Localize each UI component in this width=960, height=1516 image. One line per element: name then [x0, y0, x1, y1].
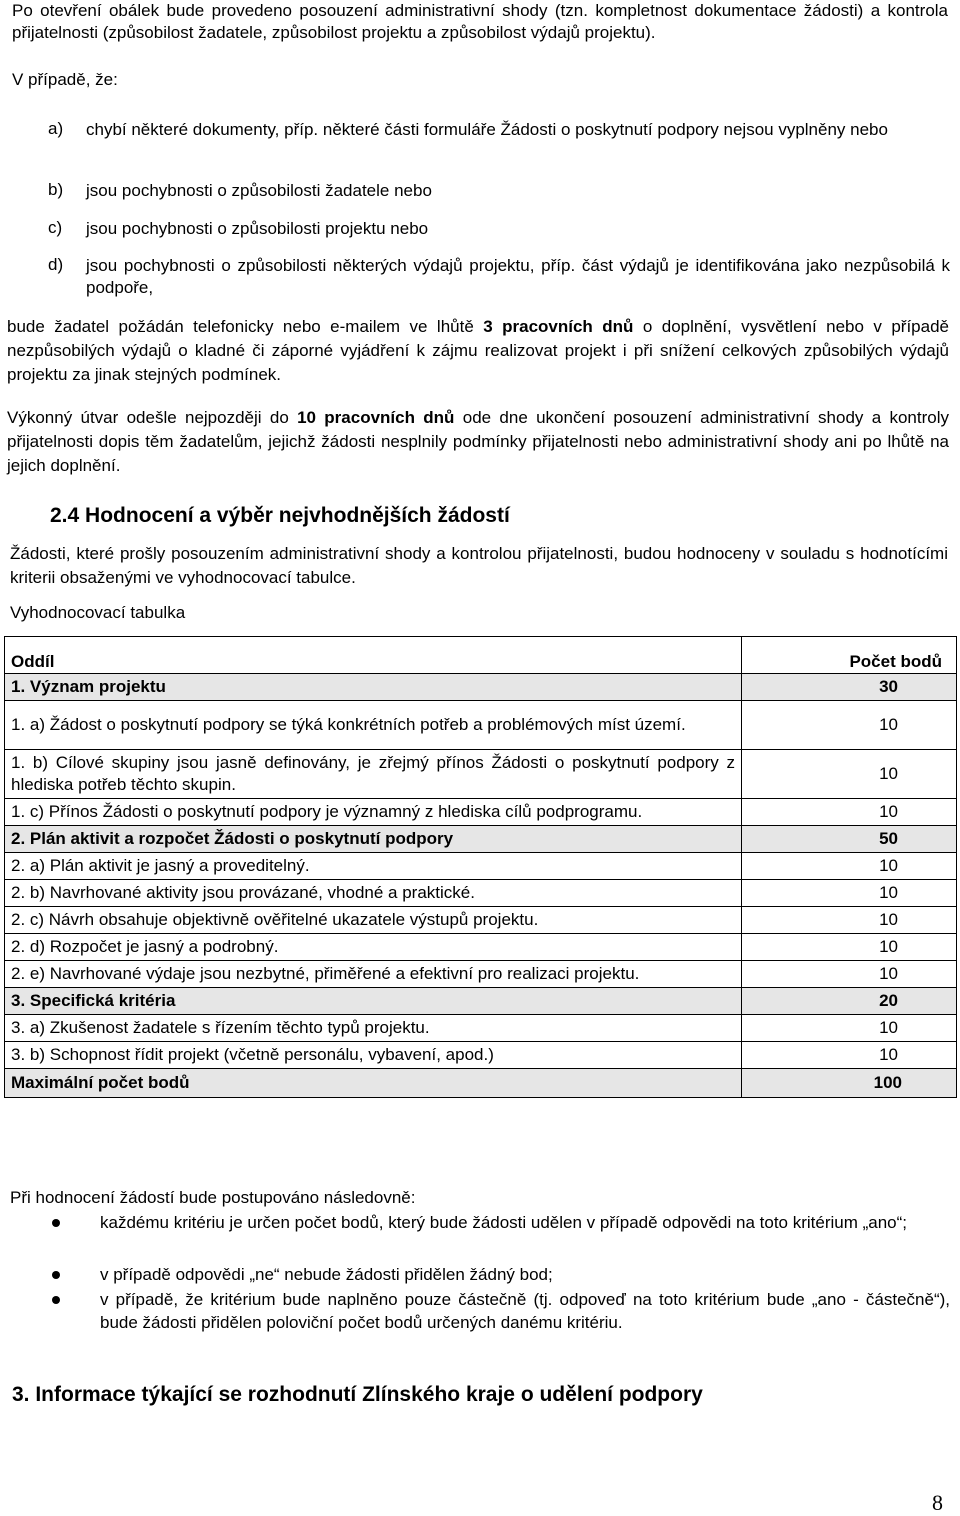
bullet-icon: [52, 1271, 60, 1279]
condition-text: jsou pochybnosti o způsobilosti projektu nebo: [86, 219, 429, 238]
table-row: 3. Specifická kritéria 20: [5, 988, 957, 1015]
table-row: 1. a) Žádost o poskytnutí podpory se týká konkrétních potřeb a problémových míst území. 10: [5, 701, 957, 750]
table-row: 3. b) Schopnost řídit projekt (včetně personálu, vybavení, apod.) 10: [5, 1042, 957, 1069]
table-row: 2. e) Navrhované výdaje jsou nezbytné, přiměřené a efektivní pro realizaci projektu. 10: [5, 961, 957, 988]
evaluation-bullet: v případě odpovědi „ne“ nebude žádosti přidělen žádný bod;: [100, 1265, 553, 1284]
bullet-icon: [52, 1296, 60, 1304]
deadline-3-days: 3 pracovních dnů: [483, 317, 634, 336]
condition-intro: V případě, že:: [12, 70, 118, 89]
table-row: 2. b) Navrhované aktivity jsou provázané, vhodné a praktické. 10: [5, 880, 957, 907]
condition-label: a): [48, 119, 64, 138]
section-heading-2-4: 2.4 Hodnocení a výběr nejvhodnějších žádostí: [50, 504, 510, 527]
condition-label: d): [48, 255, 64, 274]
table-caption: Vyhodnocovací tabulka: [10, 603, 186, 622]
table-row: 2. a) Plán aktivit je jasný a proveditelný. 10: [5, 853, 957, 880]
evaluation-bullet: každému kritériu je určen počet bodů, který bude žádosti udělen v případě odpovědi na toto kritérium „ano“;: [100, 1213, 908, 1232]
page-number: 8: [932, 1490, 943, 1515]
table-total-row: Maximální počet bodů 100: [5, 1069, 957, 1098]
bullet-icon: [52, 1219, 60, 1227]
intro-paragraph: Po otevření obálek bude provedeno posouzení administrativní shody (tzn. kompletnost dokumentace žádosti) a kontrola přijatelnosti (způsobilost žadatele, způsobilost projektu a způsobilost výdajů projektu).: [12, 1, 948, 42]
request-paragraph: bude žadatel požádán telefonicky nebo e-mailem ve lhůtě 3 pracovních dnů o doplnění, vysvětlení nebo v případě nezpůsobilých výdajů o kladné či záporné vyjádření k zájmu realizovat projekt i při snížení celkových způsobilých výdajů projektu za jinak stejných podmínek.: [7, 317, 949, 384]
table-row: 2. d) Rozpočet je jasný a podrobný. 10: [5, 934, 957, 961]
evaluation-intro: Při hodnocení žádostí bude postupováno následovně:: [10, 1188, 416, 1207]
evaluation-bullet: v případě, že kritérium bude naplněno pouze částečně (tj. odpoveď na toto kritérium bude „ano - částečně“), bude žádosti přidělen poloviční počet bodů určených danému kritériu.: [100, 1290, 950, 1332]
section-2-4-paragraph: Žádosti, které prošly posouzením administrativní shody a kontrolou přijatelnosti, budou hodnoceny v souladu s hodnotícími kriterii obsaženými ve vyhodnocovací tabulce.: [10, 544, 948, 587]
table-row: 1. Význam projektu 30: [5, 674, 957, 701]
header-points: Počet bodů: [742, 637, 957, 674]
condition-text: jsou pochybnosti o způsobilosti žadatele nebo: [86, 181, 432, 200]
condition-text: chybí některé dokumenty, příp. některé části formuláře Žádosti o poskytnutí podpory nejsou vyplněny nebo: [86, 120, 888, 139]
table-row: 2. Plán aktivit a rozpočet Žádosti o poskytnutí podpory 50: [5, 826, 957, 853]
evaluation-table: [4, 636, 957, 1098]
condition-text: jsou pochybnosti o způsobilosti některých výdajů projektu, příp. část výdajů je identifikována jako nezpůsobilá k podpoře,: [86, 256, 950, 297]
table-row: 1. b) Cílové skupiny jsou jasně definovány, je zřejmý přínos Žádosti o poskytnutí podpory z hlediska potřeb těchto skupin. 10: [5, 750, 957, 799]
header-section: Oddíl: [5, 637, 742, 674]
deadline-10-days: 10 pracovních dnů: [297, 408, 455, 427]
condition-label: c): [48, 218, 63, 237]
notification-paragraph: Výkonný útvar odešle nejpozději do 10 pracovních dnů ode dne ukončení posouzení administrativní shody a kontroly přijatelnosti dopis těm žadatelům, jejichž žádosti nesplnily podmínky přijatelnosti nebo administrativní shody ani po lhůtě na jejich doplnění.: [7, 408, 949, 475]
condition-label: b): [48, 180, 64, 199]
table-header-row: [5, 637, 957, 674]
table-row: 1. c) Přínos Žádosti o poskytnutí podpory je významný z hlediska cílů podprogramu. 10: [5, 799, 957, 826]
table-row: 3. a) Zkušenost žadatele s řízením těchto typů projektu. 10: [5, 1015, 957, 1042]
table-row: 2. c) Návrh obsahuje objektivně ověřitelné ukazatele výstupů projektu. 10: [5, 907, 957, 934]
section-heading-3: 3. Informace týkající se rozhodnutí Zlínského kraje o udělení podpory: [12, 1383, 703, 1406]
